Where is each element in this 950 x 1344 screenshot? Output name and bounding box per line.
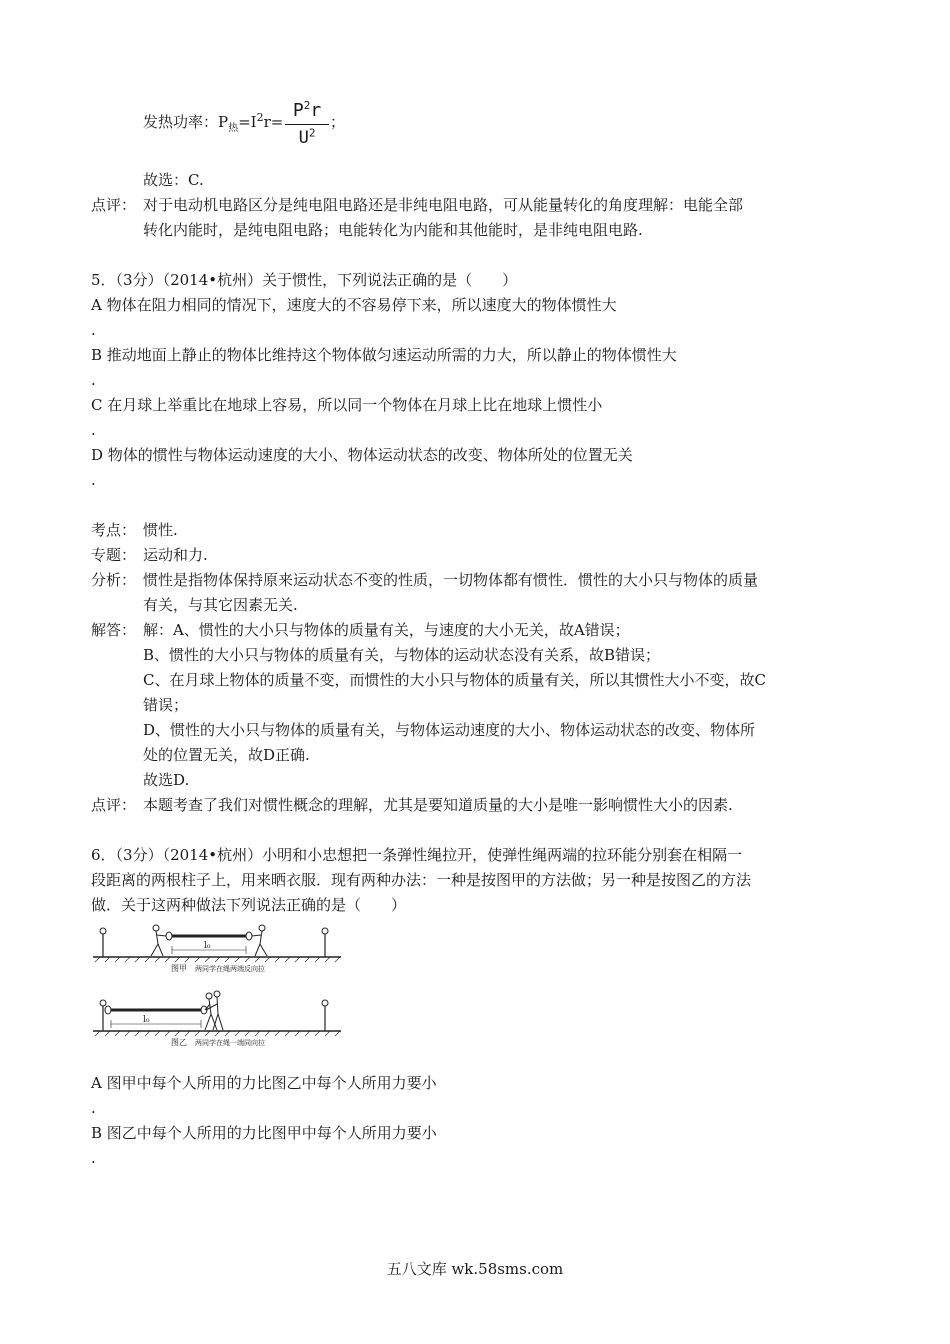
q5-fenxi-line1: 惯性是指物体保持原来运动状态不变的性质，一切物体都有惯性．惯性的大小只与物体的质量 (143, 571, 759, 589)
fig-yi-desc: 两同学在绳一端同向拉 (195, 1039, 265, 1047)
post-right-jia-top (322, 928, 328, 934)
q5-option-c: C 在月球上举重比在地球上容易，所以同一个物体在月球上比在地球上惯性小 (91, 396, 603, 414)
formula-suffix: ； (330, 113, 346, 131)
q4-comment-line1: 对于电动机电路区分是纯电阻电路还是非纯电阻电路，可从能量转化的角度理解：电能全部 (143, 196, 744, 214)
q4-comment-label: 点评： (91, 196, 137, 214)
q5-jieda-line7: 故选D. (143, 771, 190, 789)
q5-jieda-label: 解答： (91, 621, 137, 639)
q5-zhuanti: 运动和力. (143, 546, 208, 564)
post-left-yi-top (100, 1000, 106, 1006)
q5-jieda-line5: D、惯性的大小只与物体的质量有关，与物体运动速度的大小、物体运动状态的改变、物体所 (143, 721, 756, 739)
q6-option-a-dot: . (91, 1099, 96, 1117)
person-b-yi-head (214, 991, 220, 997)
q5-option-d: D 物体的惯性与物体运动速度的大小、物体运动状态的改变、物体所处的位置无关 (91, 446, 633, 464)
fig-jia-desc: 两同学在绳两端反向拉 (195, 965, 265, 973)
q5-kaodian-label: 考点： (91, 521, 137, 539)
q5-stem: 5．（3分）（2014•杭州）关于惯性，下列说法正确的是（ ） (91, 271, 518, 289)
q5-option-b: B 推动地面上静止的物体比维持这个物体做匀速运动所需的力大，所以静止的物体惯性大 (91, 346, 677, 364)
q6-stem-line3: 做．关于这两种做法下列说法正确的是（ ） (91, 896, 407, 914)
q6-stem-line1: 6．（3分）（2014•杭州）小明和小忠想把一条弹性绳拉开，使弹性绳两端的拉环能分别套在相隔一 (91, 846, 743, 864)
ring-right-jia (246, 932, 252, 940)
q6-option-b: B 图乙中每个人所用的力比图甲中每个人所用力要小 (91, 1124, 437, 1142)
q5-jieda-line2: B、惯性的大小只与物体的质量有关，与物体的运动状态没有关系，故B错误； (143, 646, 661, 664)
q5-option-d-dot: . (91, 471, 96, 489)
den-exp: 2 (308, 126, 316, 140)
q5-dianping-label: 点评： (91, 796, 137, 814)
formula-sub-hot: 热 (228, 123, 239, 134)
figure-yi (93, 991, 341, 1036)
q5-jieda-line3: C、在月球上物体的质量不变，而惯性的大小只与物体的质量有关，所以其惯性大小不变，故C (143, 671, 766, 689)
post-right-yi-top (322, 1000, 328, 1006)
fig-jia-label: 图甲 (171, 964, 187, 973)
fraction-bar (285, 124, 329, 125)
q5-dianping: 本题考查了我们对惯性概念的理解，尤其是要知道质量的大小是唯一影响惯性大小的因素. (143, 796, 733, 814)
q5-fenxi-line2: 有关，与其它因素无关. (143, 596, 298, 614)
q6-stem-line2: 段距离的两根柱子上，用来晒衣服．现有两种办法：一种是按图甲的方法做；另一种是按图乙的方法 (91, 871, 752, 889)
person-left-jia-head (153, 925, 159, 931)
formula-eq2: r= (263, 113, 284, 131)
q4-comment-line2: 转化内能时，是纯电阻电路；电能转化为内能和其他能时，是非纯电阻电路. (143, 221, 643, 239)
q6-option-a: A 图甲中每个人所用的力比图乙中每个人所用力要小 (91, 1074, 437, 1092)
formula-fraction (285, 100, 329, 149)
person-a-yi-head (206, 993, 212, 999)
post-left-jia-top (100, 928, 106, 934)
fig-yi-label: 图乙 (171, 1038, 187, 1047)
l0-label-jia: l₀ (204, 941, 211, 951)
ring-left-jia (166, 932, 172, 940)
q5-zhuanti-label: 专题： (91, 546, 137, 564)
formula-eq1: =I (238, 113, 257, 131)
q5-kaodian: 惯性. (143, 521, 178, 539)
page-footer: 五八文库 wk.58sms.com (386, 1260, 564, 1278)
q5-option-c-dot: . (91, 421, 96, 439)
num-exp: 2 (303, 99, 311, 112)
q6-figure (91, 924, 343, 1066)
q5-option-b-dot: . (91, 371, 96, 389)
q5-option-a: A 物体在阻力相同的情况下，速度大的不容易停下来，所以速度大的物体惯性大 (91, 296, 617, 314)
figure-jia (93, 925, 341, 962)
fraction-numerator (285, 100, 329, 122)
l0-label-yi: l₀ (143, 1015, 150, 1025)
q5-jieda-line1: 解：A、惯性的大小只与物体的质量有关，与速度的大小无关，故A错误； (143, 621, 630, 639)
q5-fenxi-label: 分析： (91, 571, 137, 589)
q4-choice: 故选：C. (143, 171, 204, 189)
num-base: P (292, 100, 304, 121)
formula-prefix: 发热功率：P (143, 113, 229, 131)
den-base: U (298, 128, 309, 148)
ring-post-yi (105, 1006, 111, 1014)
formula-sq: 2 (256, 111, 264, 124)
num-tail: r (310, 100, 322, 121)
heat-power-formula (143, 112, 283, 132)
person-right-jia-head (259, 925, 265, 931)
q5-jieda-line6: 处的位置无关，故D正确. (143, 746, 310, 764)
fraction-denominator (285, 127, 329, 149)
q6-option-b-dot: . (91, 1149, 96, 1167)
q5-option-a-dot: . (91, 321, 96, 339)
q5-jieda-line4: 错误； (143, 696, 189, 714)
